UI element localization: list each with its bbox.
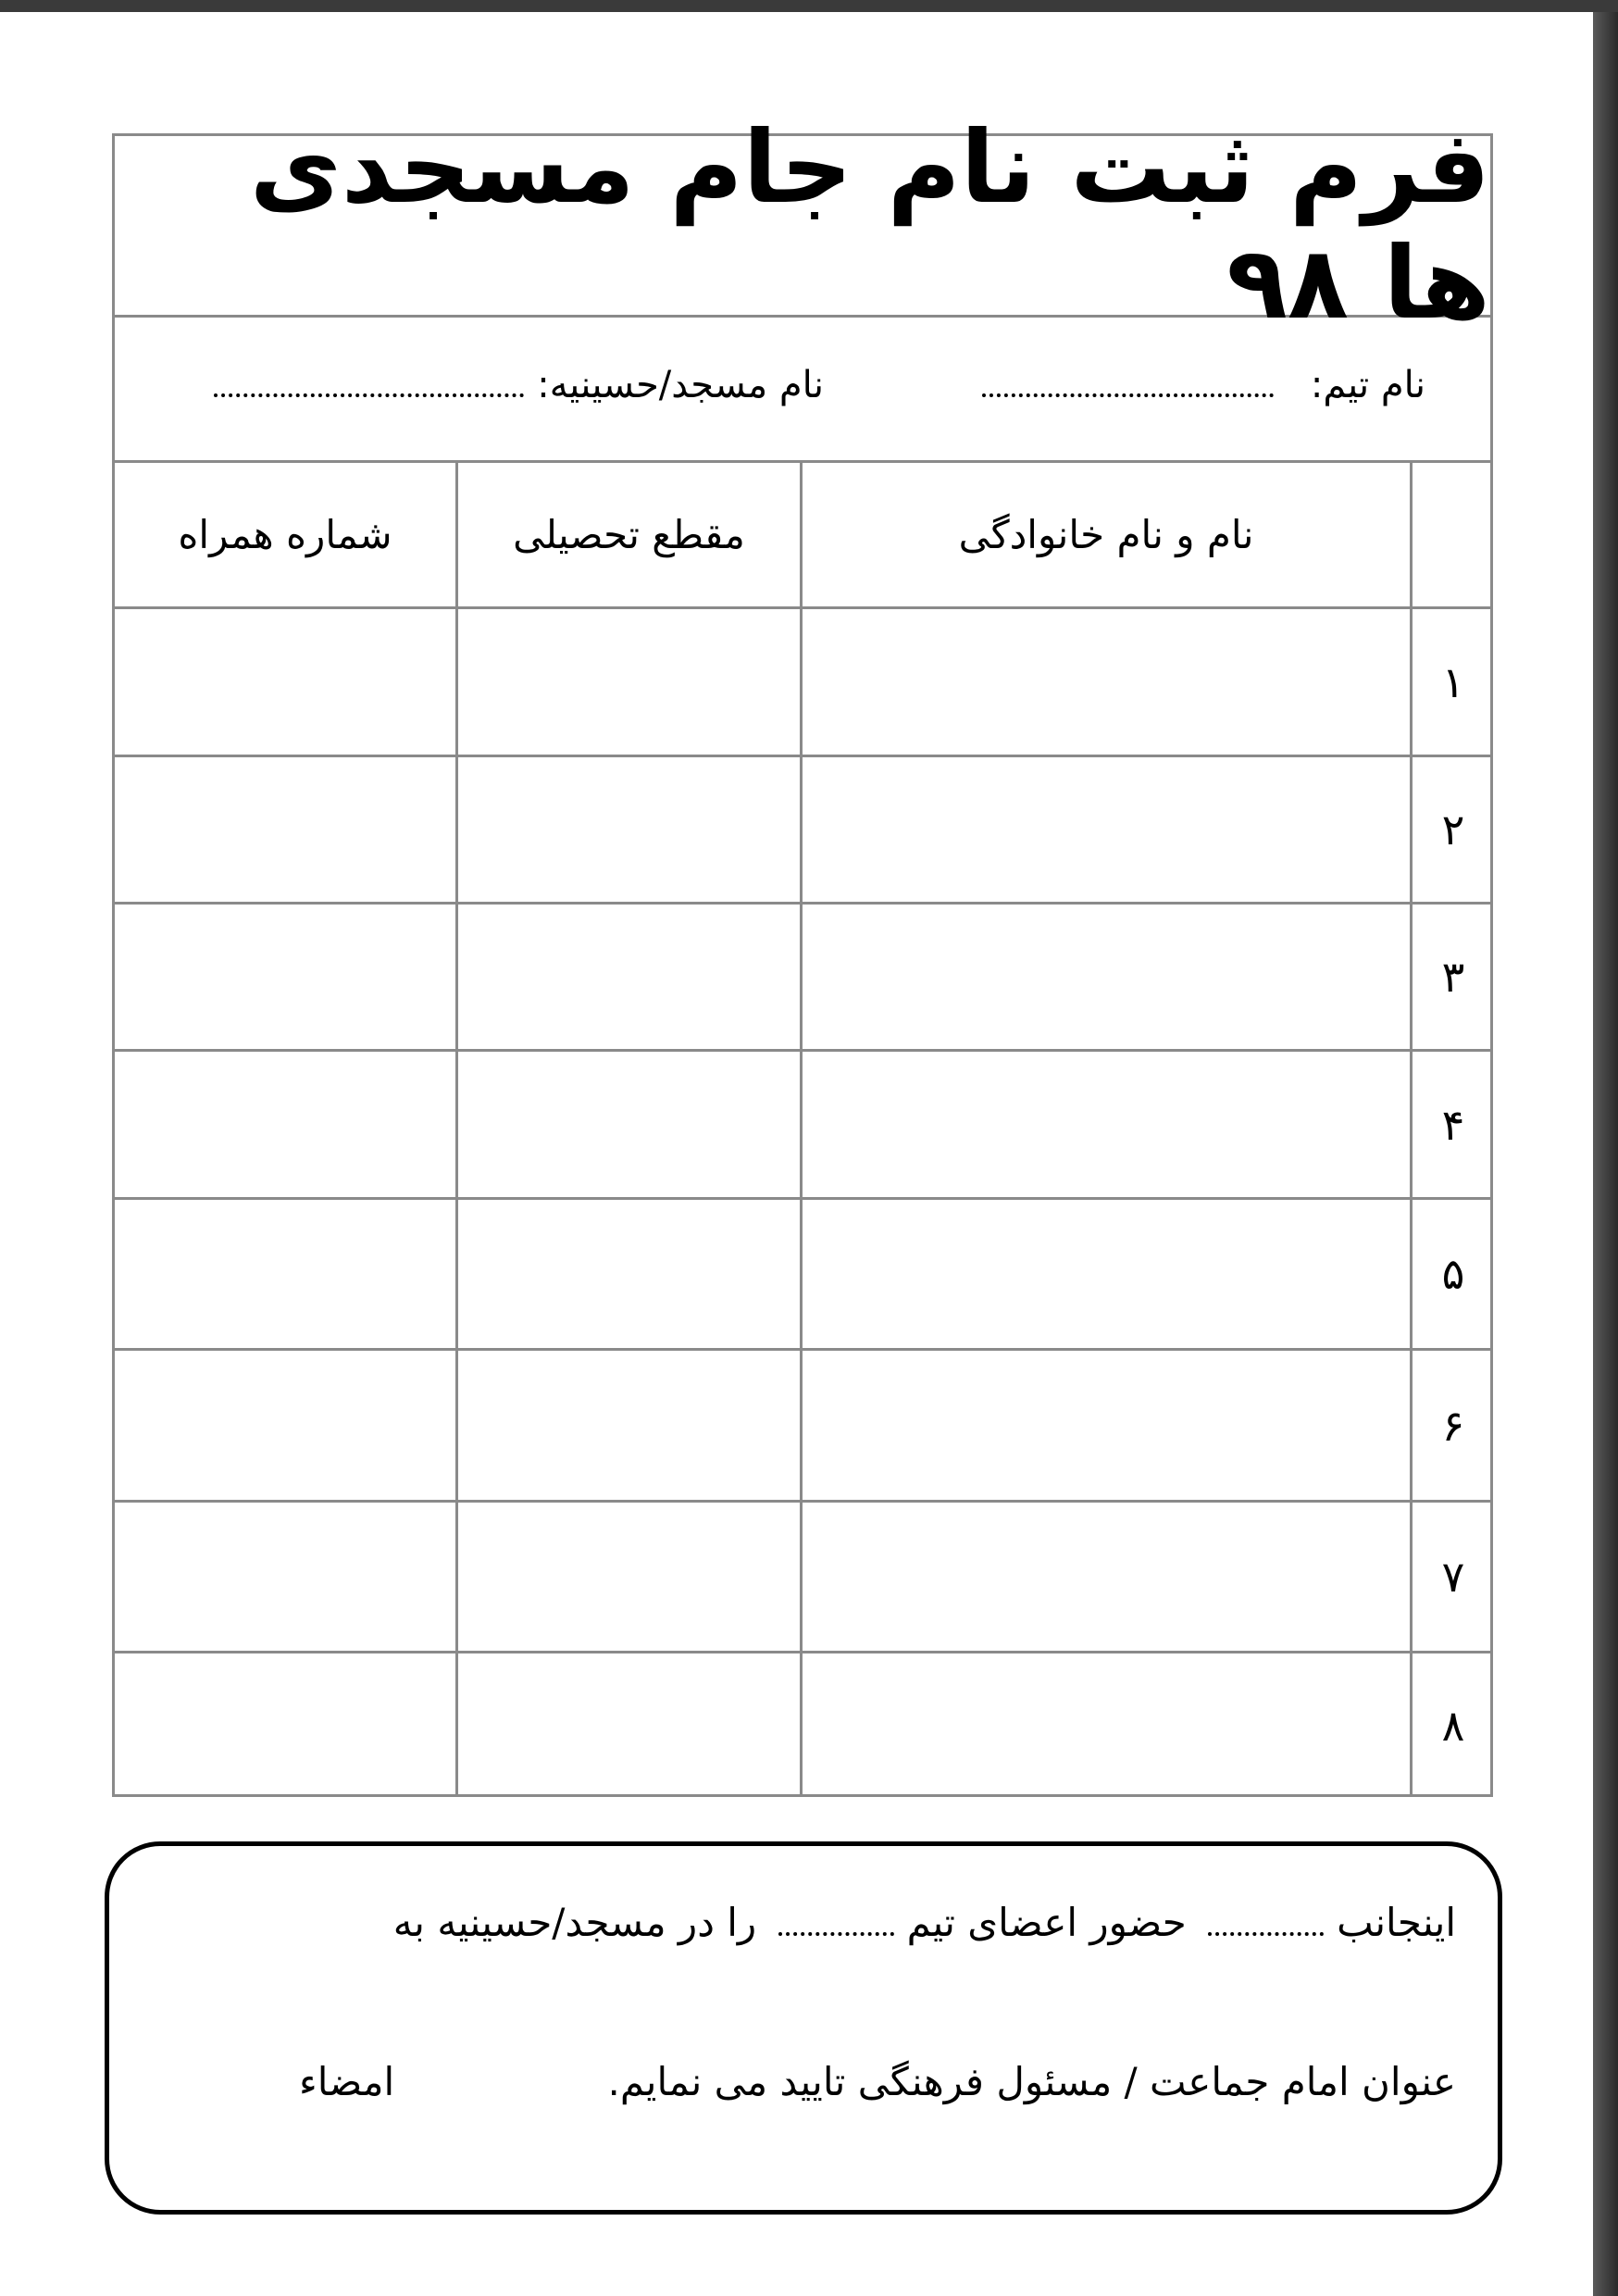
row-number: ۷ <box>1441 1552 1465 1602</box>
row-number: ۶ <box>1441 1400 1465 1451</box>
member-name-cell[interactable] <box>803 609 1410 755</box>
confirm-word-3: را در مسجد/حسینیه به <box>392 1900 757 1945</box>
title-row <box>115 109 1490 342</box>
confirmation-line-1 <box>393 1900 1456 1945</box>
row-number: ۱ <box>1441 656 1465 707</box>
mosque-name-field[interactable] <box>214 364 824 406</box>
row-number: ۳ <box>1441 952 1465 1002</box>
signature-label[interactable]: امضاء <box>299 2059 395 2104</box>
row-number: ۵ <box>1441 1249 1465 1299</box>
info-row <box>115 318 1490 463</box>
viewer-edge <box>1593 12 1618 2296</box>
header-index <box>1413 463 1490 606</box>
form-title: فرم ثبت نام جام مسجدی ها ۹۸ <box>249 109 1490 342</box>
row-number: ۴ <box>1441 1099 1465 1150</box>
confirmation-box <box>105 1841 1502 2215</box>
team-name-label: نام تیم: <box>1310 364 1425 406</box>
header-mobile: شماره همراه <box>178 512 392 557</box>
document-page <box>0 12 1593 2296</box>
row-number: ۸ <box>1441 1700 1465 1751</box>
team-name-blank[interactable] <box>982 393 1274 397</box>
confirm-word-1: اینجانب <box>1337 1900 1456 1945</box>
confirm-word-2: حضور اعضای تیم <box>906 1900 1187 1945</box>
team-blank[interactable] <box>778 1931 894 1936</box>
confirmation-line-2: عنوان امام جماعت / مسئول فرهنگی تایید می نمایم. <box>607 2059 1456 2104</box>
team-name-field[interactable] <box>982 364 1425 406</box>
members-grid <box>115 463 1490 1797</box>
mosque-name-label: نام مسجد/حسینیه: <box>537 364 824 406</box>
member-education-cell[interactable] <box>458 609 800 755</box>
header-full-name: نام و نام خانوادگی <box>958 512 1254 557</box>
member-mobile-cell[interactable] <box>115 609 455 755</box>
name-blank[interactable] <box>1208 1931 1324 1936</box>
mosque-name-blank[interactable] <box>214 393 524 397</box>
header-education: مقطع تحصیلی <box>513 512 745 557</box>
row-number: ۲ <box>1441 805 1465 855</box>
registration-form-table <box>112 109 1493 1797</box>
